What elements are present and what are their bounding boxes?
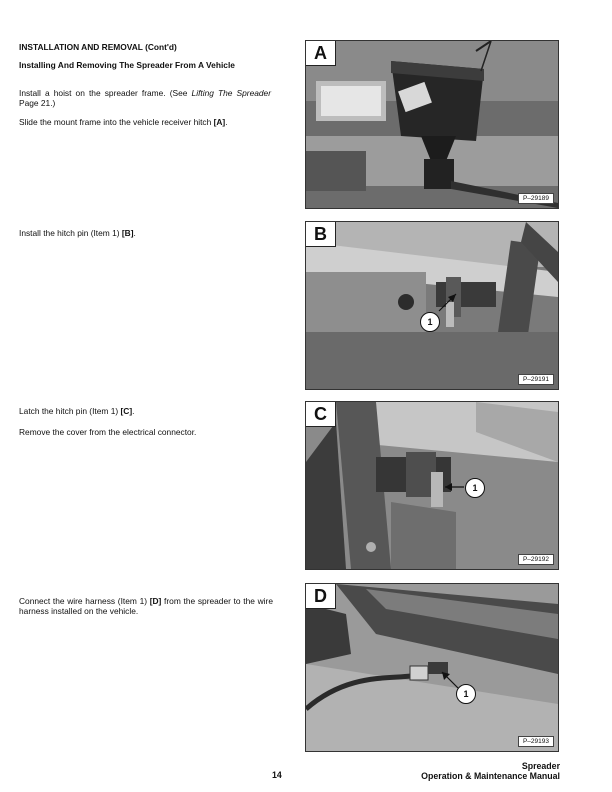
- figure-d-callout: 1: [456, 684, 476, 704]
- figure-b-callout: 1: [420, 312, 440, 332]
- figure-a-code: P–29189: [518, 193, 554, 204]
- reference-lifting: Lifting The Spreader: [191, 88, 271, 98]
- paragraph-hoist-end: Page 21.): [19, 98, 56, 108]
- figure-ref-c: [C]: [120, 406, 133, 416]
- paragraph-connect-harness: [19, 596, 273, 616]
- figure-ref-a: [A]: [213, 117, 226, 127]
- paragraph-hoist: [19, 88, 271, 108]
- page-number: 14: [272, 770, 282, 780]
- subheading: Installing And Removing The Spreader From A Vehicle: [19, 60, 235, 70]
- figure-c-callout: 1: [465, 478, 485, 498]
- paragraph-mount-frame: [19, 117, 277, 127]
- figure-d-code: P–29193: [518, 736, 554, 747]
- figure-b-illustration: [306, 222, 558, 389]
- figure-d-illustration: [306, 584, 558, 751]
- figure-c-code: P–29192: [518, 554, 554, 565]
- paragraph-latch-pin: [19, 406, 277, 416]
- paragraph-latch-pin-text: Latch the hitch pin (Item 1): [19, 406, 121, 416]
- figure-c-illustration: [306, 402, 558, 569]
- figure-ref-b: [B]: [121, 228, 134, 238]
- figure-d-photo: [305, 583, 559, 752]
- figure-a-letter: A: [306, 41, 336, 66]
- figure-b-photo: [305, 221, 559, 390]
- figure-a-photo: [305, 40, 559, 209]
- paragraph-install-pin: [19, 228, 277, 238]
- figure-c-photo: [305, 401, 559, 570]
- paragraph-connect-harness-text: Connect the wire harness (Item 1): [19, 596, 150, 606]
- paragraph-remove-cover: Remove the cover from the electrical connector.: [19, 427, 197, 437]
- figure-d-letter: D: [306, 584, 336, 609]
- paragraph-mount-frame-end: .: [225, 117, 228, 127]
- paragraph-mount-frame-text: Slide the mount frame into the vehicle receiver hitch: [19, 117, 214, 127]
- paragraph-latch-pin-end: .: [132, 406, 135, 416]
- footer-title-line1: Spreader: [521, 761, 560, 771]
- figure-ref-d: [D]: [149, 596, 162, 606]
- figure-b-letter: B: [306, 222, 336, 247]
- figure-c-letter: C: [306, 402, 336, 427]
- paragraph-install-pin-end: .: [133, 228, 136, 238]
- paragraph-install-pin-text: Install the hitch pin (Item 1): [19, 228, 122, 238]
- figure-b-code: P–29191: [518, 374, 554, 385]
- figure-a-illustration: [306, 41, 558, 208]
- footer-title-line2: Operation & Maintenance Manual: [421, 771, 560, 781]
- section-heading: INSTALLATION AND REMOVAL (Cont'd): [19, 42, 177, 52]
- paragraph-hoist-text: Install a hoist on the spreader frame. (See: [19, 88, 192, 98]
- paragraph-connect-harness-end: from the spreader to the wire harness installed on the vehicle.: [19, 596, 273, 616]
